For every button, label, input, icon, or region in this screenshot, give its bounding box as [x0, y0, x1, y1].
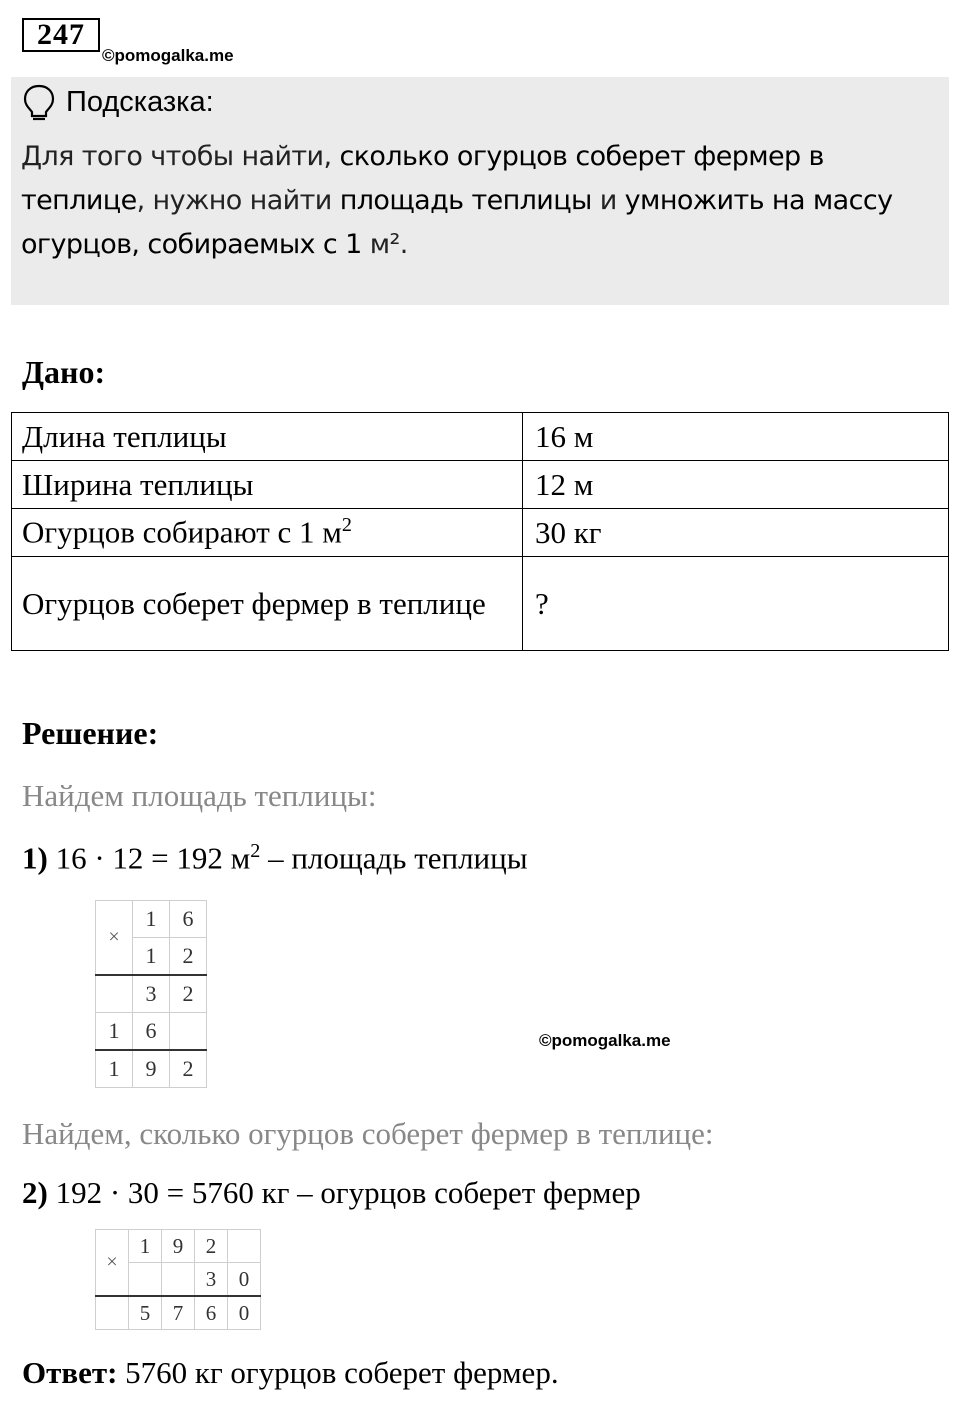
grid-row	[96, 1013, 207, 1051]
step-expression: 16 · 12 = 192 м	[55, 840, 251, 876]
solution-heading: Решение:	[22, 715, 159, 751]
grid-cell: 2	[170, 938, 207, 976]
superscript: 2	[250, 840, 261, 862]
grid-row	[96, 1296, 261, 1330]
step-number: 2)	[22, 1175, 48, 1210]
hint-highlight: умножить на массу огурцов, собираемых с 1	[21, 185, 893, 260]
hint-title: Подсказка:	[66, 86, 214, 118]
step-number: 1)	[22, 840, 48, 876]
watermark: ©pomogalka.me	[102, 46, 234, 65]
grid-cell: 1	[96, 1013, 133, 1051]
watermark: ©pomogalka.me	[539, 1031, 671, 1050]
step-expression: 192 · 30 = 5760 кг – огурцов соберет фермер	[55, 1175, 641, 1210]
grid-row	[96, 901, 207, 938]
given-row	[12, 461, 949, 509]
grid-row	[96, 975, 207, 1013]
solution-intro-1: Найдем площадь теплицы:	[22, 778, 377, 813]
grid-cell: 9	[162, 1230, 195, 1263]
grid-row	[96, 1230, 261, 1263]
grid-cell: 2	[195, 1230, 228, 1263]
grid-cell	[129, 1263, 162, 1297]
grid-cell	[162, 1263, 195, 1297]
given-row	[12, 413, 949, 461]
solution-intro-2: Найдем, сколько огурцов соберет фермер в теплице:	[22, 1116, 714, 1151]
task-number: 247	[22, 18, 100, 52]
given-label	[12, 509, 523, 557]
lightbulb-icon	[22, 83, 56, 123]
multiplication-grid-2	[95, 1229, 261, 1330]
given-label-text: Огурцов собирают с 1 м	[22, 514, 342, 550]
grid-cell	[228, 1230, 261, 1263]
grid-cell: 6	[170, 901, 207, 938]
grid-cell: 6	[133, 1013, 170, 1051]
hint-segment: , нужно найти	[136, 185, 340, 216]
step-tail: – площадь теплицы	[260, 840, 528, 876]
grid-cell	[170, 1013, 207, 1051]
grid-cell: 2	[170, 1050, 207, 1088]
given-value: 12 м	[523, 461, 949, 509]
grid-cell: 9	[133, 1050, 170, 1088]
grid-cell: 0	[228, 1263, 261, 1297]
grid-cell: 1	[129, 1230, 162, 1263]
hint-highlight: сколько огурцов соберет фермер в теплице	[21, 141, 824, 216]
grid-cell: 7	[162, 1296, 195, 1330]
answer	[22, 1355, 559, 1391]
hint-segment: Для того чтобы найти,	[21, 141, 340, 172]
grid-cell: 1	[133, 901, 170, 938]
grid-cell: 1	[133, 938, 170, 976]
grid-row	[96, 1050, 207, 1088]
multiply-sign: ×	[96, 901, 133, 976]
given-table	[11, 412, 949, 651]
grid-cell: 3	[195, 1263, 228, 1297]
multiply-sign: ×	[96, 1230, 129, 1297]
given-value: ?	[523, 557, 949, 651]
hint-segment: .	[399, 229, 408, 260]
given-row	[12, 509, 949, 557]
grid-cell: 6	[195, 1296, 228, 1330]
grid-cell: 0	[228, 1296, 261, 1330]
grid-cell: 5	[129, 1296, 162, 1330]
given-label: Огурцов соберет фермер в теплице	[12, 557, 523, 651]
hint-text	[21, 135, 931, 267]
grid-cell: 1	[96, 1050, 133, 1088]
grid-cell: 3	[133, 975, 170, 1013]
given-label: Длина теплицы	[12, 413, 523, 461]
hint-segment: и	[591, 185, 625, 216]
answer-label: Ответ:	[22, 1355, 118, 1390]
superscript: 2	[341, 514, 352, 537]
grid-cell	[96, 1296, 129, 1330]
grid-cell	[96, 975, 133, 1013]
hint-highlight: площадь теплицы	[339, 185, 592, 216]
step-2	[22, 1175, 641, 1211]
step-1	[22, 840, 528, 876]
hint-segment: м²	[369, 229, 400, 260]
given-value: 30 кг	[523, 509, 949, 557]
given-row	[12, 557, 949, 651]
given-heading: Дано:	[22, 354, 106, 390]
grid-cell: 2	[170, 975, 207, 1013]
answer-text: 5760 кг огурцов соберет фермер.	[117, 1355, 559, 1390]
given-value: 16 м	[523, 413, 949, 461]
multiplication-grid-1	[95, 900, 207, 1088]
given-label: Ширина теплицы	[12, 461, 523, 509]
